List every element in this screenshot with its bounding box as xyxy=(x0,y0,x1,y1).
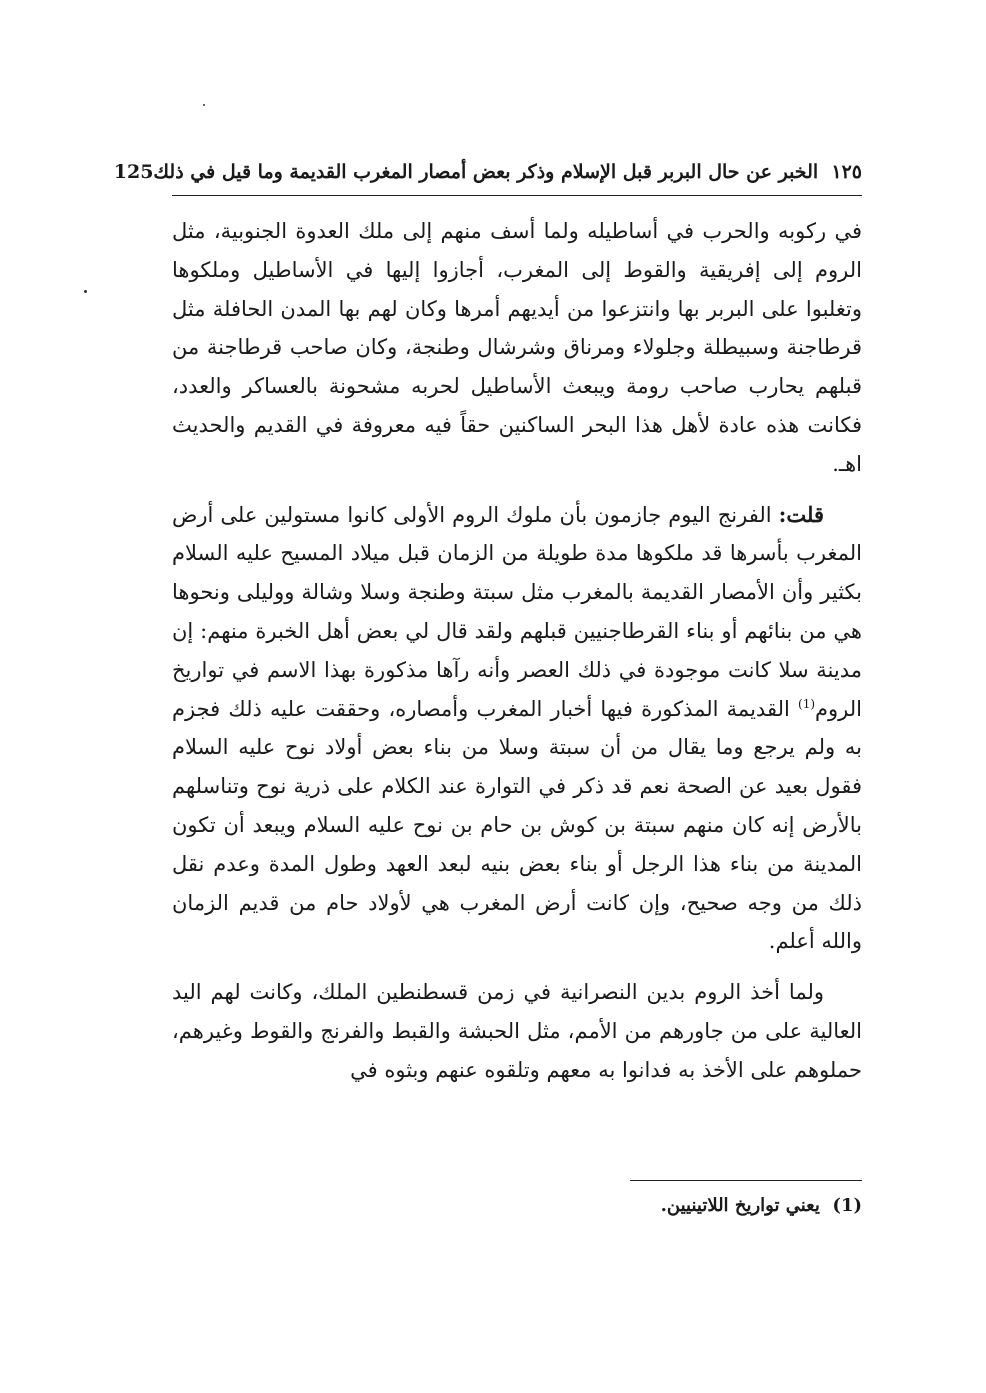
page-number-arabic: ١٢٥ xyxy=(831,161,862,183)
footnote-text: يعني تواريخ اللاتينيين. xyxy=(660,1195,820,1216)
scan-speck xyxy=(84,290,87,293)
running-title xyxy=(153,161,862,183)
footnote-reference[interactable]: (1) xyxy=(798,696,816,711)
footnote-divider xyxy=(630,1180,862,1181)
paragraph-1: في ركوبه والحرب في أساطيله ولما أسف منهم إلى ملك العدوة الجنوبية، مثل الروم إلى إفريقية والقوط إلى المغرب، أجازوا إليها في الأساطيل وملكوها وتغلبوا على البربر بها وانتزعوا من أيديهم أمرها وكان لهم بها المدن الحافلة مثل قرطاجنة وسبيطلة وجلولاء ومرناق وشرشال وطنجة، وكان صاحب قرطاجنة من قبلهم يحارب صاحب رومة ويبعث الأساطيل لحربه مشحونة بالعساكر والعدد، فكانت هذه عادة لأهل هذا البحر الساكنين حقاً فيه معروفة في القديم والحديث اهـ. xyxy=(172,219,862,476)
footnote xyxy=(172,1192,862,1220)
paragraph-3: ولما أخذ الروم بدين النصرانية في زمن قسطنطين الملك، وكانت لهم اليد العالية على من جاورهم من الأمم، مثل الحبشة والقبط والفرنج والقوط وغيرهم، حملوهم على الأخذ به فدانوا به معهم وتلقوه عنهم وبثوه في xyxy=(172,980,862,1082)
running-title-text: الخبر عن حال البربر قبل الإسلام وذكر بعض أمصار المغرب القديمة وما قيل في ذلك xyxy=(153,161,819,183)
header-divider xyxy=(172,195,862,196)
page-number-latin: 125 xyxy=(113,161,154,183)
paragraph-2-part-1: الفرنج اليوم جازمون بأن ملوك الروم الأولى كانوا مستولين على أرض المغرب بأسرها قد ملكوها مدة طويلة من الزمان قبل ميلاد المسيح عليه السلام بكثير وأن الأمصار القديمة بالمغرب مثل سبتة وطنجة وسلا وشالة ووليلى ونحوها هي من بنائهم أو بناء القرطاجنيين قبلهم ولقد قال لي بعض أهل الخبرة منهم: إن مدينة سلا كانت موجودة في ذلك العصر وأنه رآها مذكورة بهذا الاسم في تواريخ الروم xyxy=(172,502,862,721)
paragraph-2 xyxy=(172,496,862,962)
qult-label: قلت: xyxy=(778,501,824,527)
scan-speck xyxy=(203,104,205,106)
page-header xyxy=(113,152,862,192)
footnote-marker: (1) xyxy=(832,1195,862,1216)
paragraph-2-part-2: القديمة المذكورة فيها أخبار المغرب وأمصاره، وحققت عليه ذلك فجزم به ولم يرجع وما يقال من أن سبتة وسلا من بناء بعض أولاد نوح عليه السلام فقول بعيد عن الصحة نعم قد ذكر في التوارة عند الكلام على ذرية نوح وتناسلهم بالأرض إنه كان منهم سبتة بن كوش بن حام بن نوح عليه السلام ويبعد أن تكون المدينة من بناء هذا الرجل أو بناء بعض بنيه لبعد العهد وطول المدة وعدم نقل ذلك من وجه صحيح، وإن كانت أرض المغرب هي لأولاد حام من قديم الزمان والله أعلم. xyxy=(172,696,862,954)
main-text xyxy=(172,212,862,1090)
